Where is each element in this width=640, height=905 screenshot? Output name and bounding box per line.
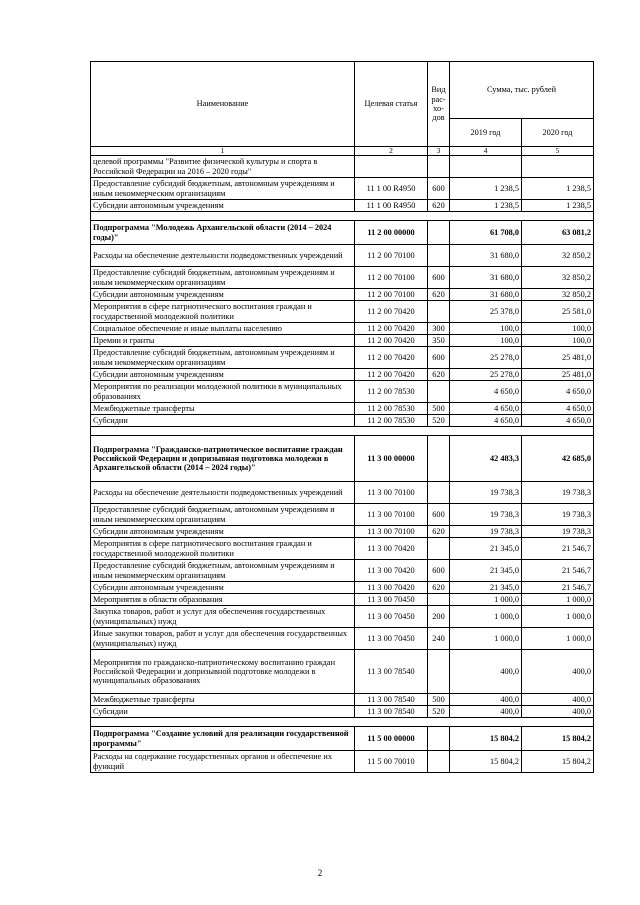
cell-name: Подпрограмма "Молодежь Архангельской области (2014 – 2024 годы)" xyxy=(91,221,355,245)
table-spacer-row xyxy=(91,427,594,436)
table-row xyxy=(91,538,594,560)
cell-2020: 25 581,0 xyxy=(522,301,594,323)
cell-2020: 15 804,2 xyxy=(522,751,594,773)
cell-code: 11 5 00 70010 xyxy=(355,751,428,773)
cell-code: 11 3 00 70420 xyxy=(355,560,428,582)
spacer-cell xyxy=(91,427,594,436)
cell-2020: 4 650,0 xyxy=(522,381,594,403)
cell-2019: 4 650,0 xyxy=(450,403,522,415)
cell-2019: 400,0 xyxy=(450,650,522,694)
cell-name: Мероприятия по гражданско-патриотическому воспитанию граждан Российской Федерации и допризывной подготовке молодежи в муниципальных образованиях xyxy=(91,650,355,694)
cell-name: Субсидии автономным учреждениям xyxy=(91,582,355,594)
table-row xyxy=(91,267,594,289)
cell-kind: 300 xyxy=(428,323,450,335)
cell-name: Субсидии xyxy=(91,415,355,427)
cell-code: 11 2 00 70420 xyxy=(355,301,428,323)
cell-2019: 15 804,2 xyxy=(450,727,522,751)
header-sum: Сумма, тыс. рублей xyxy=(450,62,594,119)
cell-2020: 19 738,3 xyxy=(522,526,594,538)
cell-code: 11 3 00 78540 xyxy=(355,650,428,694)
cell-name: Социальное обеспечение и иные выплаты населению xyxy=(91,323,355,335)
spacer-cell xyxy=(91,212,594,221)
cell-code: 11 2 00 70100 xyxy=(355,289,428,301)
cell-kind: 620 xyxy=(428,289,450,301)
cell-2019: 15 804,2 xyxy=(450,751,522,773)
table-body xyxy=(91,156,594,773)
cell-name: Предоставление субсидий бюджетным, автономным учреждениям и иным некоммерческим организациям xyxy=(91,504,355,526)
cell-2020: 1 238,5 xyxy=(522,178,594,200)
cell-2019: 1 000,0 xyxy=(450,628,522,650)
cell-code: 11 3 00 70450 xyxy=(355,628,428,650)
cell-name: Предоставление субсидий бюджетным, автономным учреждениям и иным некоммерческим организациям xyxy=(91,178,355,200)
cell-2019: 25 278,0 xyxy=(450,369,522,381)
cell-kind: 240 xyxy=(428,628,450,650)
header-year-2020: 2020 год xyxy=(522,119,594,147)
table-row xyxy=(91,560,594,582)
cell-2019: 1 238,5 xyxy=(450,178,522,200)
cell-2020: 21 546,7 xyxy=(522,560,594,582)
cell-2019: 25 278,0 xyxy=(450,347,522,369)
cell-kind xyxy=(428,221,450,245)
column-number: 5 xyxy=(522,147,594,156)
table-row xyxy=(91,594,594,606)
column-number: 2 xyxy=(355,147,428,156)
cell-2019: 21 345,0 xyxy=(450,560,522,582)
cell-name: Мероприятия по реализации молодежной политики в муниципальных образованиях xyxy=(91,381,355,403)
cell-code: 11 2 00 78530 xyxy=(355,403,428,415)
cell-name: Субсидии xyxy=(91,706,355,718)
cell-code: 11 3 00 70420 xyxy=(355,538,428,560)
cell-code: 11 2 00 00000 xyxy=(355,221,428,245)
header-code: Целевая статья xyxy=(355,62,428,147)
cell-2019: 1 238,5 xyxy=(450,200,522,212)
budget-sheet xyxy=(90,61,593,773)
cell-2020: 100,0 xyxy=(522,323,594,335)
cell-name: Расходы на обеспечение деятельности подведомственных учреждений xyxy=(91,482,355,504)
cell-code: 11 3 00 70450 xyxy=(355,594,428,606)
cell-kind xyxy=(428,727,450,751)
cell-2020: 1 000,0 xyxy=(522,628,594,650)
cell-code: 11 3 00 78540 xyxy=(355,706,428,718)
cell-2020: 19 738,3 xyxy=(522,482,594,504)
table-row xyxy=(91,335,594,347)
cell-kind xyxy=(428,751,450,773)
cell-2019: 31 680,0 xyxy=(450,289,522,301)
cell-kind: 200 xyxy=(428,606,450,628)
cell-2020: 4 650,0 xyxy=(522,415,594,427)
cell-2020: 25 481,0 xyxy=(522,369,594,381)
cell-name: Мероприятия в сфере патриотического воспитания граждан и государственной молодежной политики xyxy=(91,538,355,560)
subprogram-row xyxy=(91,727,594,751)
cell-2019: 42 483,3 xyxy=(450,436,522,482)
cell-2020: 21 546,7 xyxy=(522,538,594,560)
header-name: Наименование xyxy=(91,62,355,147)
cell-name: Субсидии автономным учреждениям xyxy=(91,526,355,538)
cell-name: Расходы на обеспечение деятельности подведомственных учреждений xyxy=(91,245,355,267)
table-row xyxy=(91,504,594,526)
cell-kind: 620 xyxy=(428,526,450,538)
table-row xyxy=(91,706,594,718)
cell-code: 11 2 00 70420 xyxy=(355,335,428,347)
cell-2020: 15 804,2 xyxy=(522,727,594,751)
cell-2020: 63 081,2 xyxy=(522,221,594,245)
cell-kind xyxy=(428,156,450,178)
budget-table xyxy=(90,61,594,773)
cell-name: Субсидии автономным учреждениям xyxy=(91,289,355,301)
table-row xyxy=(91,369,594,381)
cell-code: 11 2 00 70420 xyxy=(355,347,428,369)
cell-2020: 1 000,0 xyxy=(522,594,594,606)
cell-kind: 600 xyxy=(428,504,450,526)
cell-name: целевой программы "Развитие физической культуры и спорта в Российской Федерации на 2016 – 2020 годы" xyxy=(91,156,355,178)
cell-code: 11 2 00 78530 xyxy=(355,415,428,427)
cell-kind xyxy=(428,301,450,323)
cell-2020: 1 000,0 xyxy=(522,606,594,628)
cell-2020: 32 850,2 xyxy=(522,289,594,301)
cell-name: Закупка товаров, работ и услуг для обеспечения государственных (муниципальных) нужд xyxy=(91,606,355,628)
cell-kind xyxy=(428,381,450,403)
cell-kind: 620 xyxy=(428,369,450,381)
cell-kind xyxy=(428,650,450,694)
header-year-2019: 2019 год xyxy=(450,119,522,147)
cell-name: Подпрограмма "Гражданско-патриотическое воспитание граждан Российской Федерации и допризывная подготовка молодежи в Архангельской области (2014 – 2024 годы)" xyxy=(91,436,355,482)
cell-2019: 61 708,0 xyxy=(450,221,522,245)
table-row xyxy=(91,245,594,267)
cell-kind: 520 xyxy=(428,706,450,718)
column-number: 4 xyxy=(450,147,522,156)
table-row xyxy=(91,289,594,301)
cell-name: Субсидии автономным учреждениям xyxy=(91,369,355,381)
cell-code: 11 3 00 00000 xyxy=(355,436,428,482)
cell-code: 11 3 00 78540 xyxy=(355,694,428,706)
table-row xyxy=(91,582,594,594)
column-numbers-row xyxy=(91,147,594,156)
cell-2019: 25 378,0 xyxy=(450,301,522,323)
table-row xyxy=(91,301,594,323)
column-number: 1 xyxy=(91,147,355,156)
cell-kind: 500 xyxy=(428,403,450,415)
cell-2019: 400,0 xyxy=(450,694,522,706)
cell-name: Предоставление субсидий бюджетным, автономным учреждениям и иным некоммерческим организациям xyxy=(91,347,355,369)
cell-2019: 4 650,0 xyxy=(450,415,522,427)
subprogram-row xyxy=(91,436,594,482)
table-row xyxy=(91,403,594,415)
cell-2020: 4 650,0 xyxy=(522,403,594,415)
cell-2020 xyxy=(522,156,594,178)
cell-name: Предоставление субсидий бюджетным, автономным учреждениям и иным некоммерческим организациям xyxy=(91,267,355,289)
cell-kind: 600 xyxy=(428,267,450,289)
table-spacer-row xyxy=(91,718,594,727)
cell-2019: 100,0 xyxy=(450,335,522,347)
cell-code: 11 2 00 70420 xyxy=(355,323,428,335)
table-row xyxy=(91,415,594,427)
cell-name: Предоставление субсидий бюджетным, автономным учреждениям и иным некоммерческим организациям xyxy=(91,560,355,582)
table-row xyxy=(91,381,594,403)
cell-kind: 620 xyxy=(428,200,450,212)
cell-kind: 600 xyxy=(428,347,450,369)
cell-code: 11 2 00 70100 xyxy=(355,267,428,289)
cell-code: 11 3 00 70100 xyxy=(355,526,428,538)
cell-2020: 1 238,5 xyxy=(522,200,594,212)
cell-code: 11 5 00 00000 xyxy=(355,727,428,751)
cell-name: Иные закупки товаров, работ и услуг для обеспечения государственных (муниципальных) нужд xyxy=(91,628,355,650)
table-row xyxy=(91,694,594,706)
cell-kind xyxy=(428,436,450,482)
spacer-cell xyxy=(91,718,594,727)
table-row xyxy=(91,200,594,212)
cell-2020: 32 850,2 xyxy=(522,245,594,267)
cell-2020: 19 738,3 xyxy=(522,504,594,526)
cell-2019: 4 650,0 xyxy=(450,381,522,403)
cell-2020: 100,0 xyxy=(522,335,594,347)
cell-kind xyxy=(428,245,450,267)
cell-2020: 400,0 xyxy=(522,650,594,694)
cell-name: Субсидии автономным учреждениям xyxy=(91,200,355,212)
cell-2019: 31 680,0 xyxy=(450,245,522,267)
header-row xyxy=(91,62,594,119)
cell-code: 11 3 00 70450 xyxy=(355,606,428,628)
cell-code: 11 1 00 R4950 xyxy=(355,200,428,212)
cell-code: 11 3 00 70100 xyxy=(355,504,428,526)
table-row xyxy=(91,323,594,335)
cell-2020: 21 546,7 xyxy=(522,582,594,594)
cell-2019: 21 345,0 xyxy=(450,582,522,594)
table-row xyxy=(91,482,594,504)
cell-name: Премии и гранты xyxy=(91,335,355,347)
cell-2020: 400,0 xyxy=(522,694,594,706)
cell-2019: 100,0 xyxy=(450,323,522,335)
table-row xyxy=(91,347,594,369)
table-row xyxy=(91,751,594,773)
header-kind: Вид рас-хо-дов xyxy=(428,62,450,147)
cell-name: Расходы на содержание государственных органов и обеспечение их функций xyxy=(91,751,355,773)
table-row xyxy=(91,606,594,628)
cell-name: Подпрограмма "Создание условий для реализации государственной программы" xyxy=(91,727,355,751)
cell-2019: 31 680,0 xyxy=(450,267,522,289)
table-row xyxy=(91,156,594,178)
cell-2019: 19 738,3 xyxy=(450,482,522,504)
cell-2019 xyxy=(450,156,522,178)
cell-2019: 1 000,0 xyxy=(450,606,522,628)
cell-kind: 500 xyxy=(428,694,450,706)
cell-2019: 19 738,3 xyxy=(450,526,522,538)
column-number: 3 xyxy=(428,147,450,156)
cell-code: 11 2 00 70100 xyxy=(355,245,428,267)
cell-2020: 400,0 xyxy=(522,706,594,718)
table-row xyxy=(91,178,594,200)
table-row xyxy=(91,650,594,694)
cell-code: 11 3 00 70420 xyxy=(355,582,428,594)
cell-code xyxy=(355,156,428,178)
cell-name: Межбюджетные трансферты xyxy=(91,403,355,415)
cell-2020: 32 850,2 xyxy=(522,267,594,289)
cell-kind xyxy=(428,538,450,560)
cell-name: Межбюджетные трансферты xyxy=(91,694,355,706)
cell-code: 11 2 00 70420 xyxy=(355,369,428,381)
cell-kind: 520 xyxy=(428,415,450,427)
subprogram-row xyxy=(91,221,594,245)
cell-kind: 350 xyxy=(428,335,450,347)
cell-kind xyxy=(428,482,450,504)
cell-kind: 600 xyxy=(428,178,450,200)
cell-2019: 19 738,3 xyxy=(450,504,522,526)
cell-2019: 400,0 xyxy=(450,706,522,718)
cell-2019: 1 000,0 xyxy=(450,594,522,606)
table-row xyxy=(91,526,594,538)
cell-kind: 620 xyxy=(428,582,450,594)
cell-2019: 21 345,0 xyxy=(450,538,522,560)
cell-name: Мероприятия в области образования xyxy=(91,594,355,606)
cell-2020: 42 685,0 xyxy=(522,436,594,482)
cell-2020: 25 481,0 xyxy=(522,347,594,369)
cell-code: 11 3 00 70100 xyxy=(355,482,428,504)
table-row xyxy=(91,628,594,650)
cell-kind xyxy=(428,594,450,606)
cell-kind: 600 xyxy=(428,560,450,582)
cell-code: 11 1 00 R4950 xyxy=(355,178,428,200)
page-number: 2 xyxy=(317,868,323,878)
cell-name: Мероприятия в сфере патриотического воспитания граждан и государственной молодежной политики xyxy=(91,301,355,323)
cell-code: 11 2 00 78530 xyxy=(355,381,428,403)
table-spacer-row xyxy=(91,212,594,221)
